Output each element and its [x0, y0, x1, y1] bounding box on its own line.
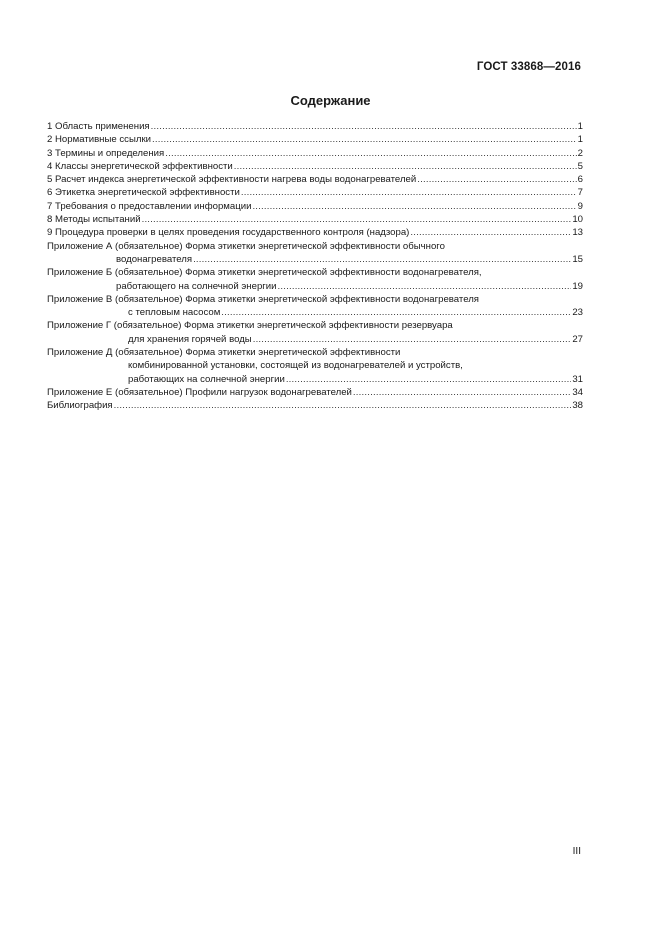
toc-entry-page: 19 [572, 280, 583, 292]
toc-entry-title: 6 Этикетка энергетической эффективности [47, 187, 240, 199]
toc-leader-dots [234, 160, 577, 173]
toc-entry-title: работающих на солнечной энергии [128, 373, 285, 385]
toc-entry-page: 1 [577, 134, 583, 146]
toc-entry-title: 2 Нормативные ссылки [47, 134, 152, 146]
toc-entry-page: 38 [572, 400, 583, 412]
toc-entry-title: Библиография [47, 400, 113, 412]
toc-entry-title: Приложение Е (обязательное) Профили нагрузок водонагревателей [47, 386, 352, 398]
toc-entry-continuation[interactable] [47, 359, 583, 372]
toc-entry-page: 23 [572, 307, 583, 319]
toc-entry-page: 13 [572, 227, 583, 239]
toc-entry-page: 2 [577, 147, 583, 159]
toc-leader-dots [417, 173, 576, 186]
toc-entry[interactable] [47, 319, 583, 332]
toc-entry-title: для хранения горячей воды [128, 333, 252, 345]
table-of-contents [47, 120, 583, 413]
toc-leader-dots [353, 386, 571, 399]
toc-entry[interactable] [47, 240, 583, 253]
toc-entry-title: 4 Классы энергетической эффективности [47, 160, 233, 172]
toc-entry-title: с тепловым насосом [128, 307, 221, 319]
toc-entry[interactable] [47, 186, 583, 199]
toc-entry-title: Приложение А (обязательное) Форма этикетки энергетической эффективности обычного [47, 240, 445, 252]
toc-entry-page: 1 [577, 121, 583, 132]
toc-entry-page: 31 [572, 373, 583, 385]
toc-entry-title: работающего на солнечной энергии [116, 280, 277, 292]
toc-entry[interactable] [47, 173, 583, 186]
toc-entry[interactable] [47, 133, 583, 146]
toc-entry-continuation[interactable] [47, 333, 583, 346]
toc-leader-dots [193, 253, 571, 266]
toc-entry-title: Приложение Г (обязательное) Форма этикетки энергетической эффективности резервуара [47, 320, 453, 332]
toc-entry-page: 7 [577, 187, 583, 199]
toc-title: Содержание [290, 93, 371, 108]
toc-entry-title: Приложение Б (обязательное) Форма этикетки энергетической эффективности водонагревателя, [47, 267, 482, 279]
toc-entry[interactable] [47, 346, 583, 359]
toc-entry-title: 9 Процедура проверки в целях проведения государственного контроля (надзора) [47, 227, 410, 239]
toc-leader-dots [241, 186, 577, 199]
toc-leader-dots [253, 333, 572, 346]
toc-entry-page: 15 [572, 253, 583, 265]
toc-entry[interactable] [47, 160, 583, 173]
toc-entry-page: 27 [572, 333, 583, 345]
toc-entry[interactable] [47, 399, 583, 412]
toc-entry-continuation[interactable] [47, 373, 583, 386]
toc-leader-dots [114, 399, 572, 412]
toc-entry-page: 34 [572, 386, 583, 398]
toc-entry-title: Приложение В (обязательное) Форма этикетки энергетической эффективности водонагревателя [47, 293, 479, 305]
toc-entry[interactable] [47, 386, 583, 399]
toc-leader-dots [410, 226, 571, 239]
toc-entry-title: 5 Расчет индекса энергетической эффективности нагрева воды водонагревателей [47, 174, 417, 186]
toc-leader-dots [142, 213, 572, 226]
toc-entry-title: 7 Требования о предоставлении информации [47, 200, 252, 212]
toc-entry[interactable] [47, 293, 583, 306]
toc-entry-page: 10 [572, 214, 583, 226]
page-number: III [572, 846, 581, 857]
toc-entry[interactable] [47, 266, 583, 279]
toc-leader-dots [286, 373, 572, 386]
toc-leader-dots [151, 120, 577, 133]
toc-entry-title: комбинированной установки, состоящей из водонагревателей и устройств, [128, 360, 463, 372]
toc-entry-title: 1 Область применения [47, 121, 150, 132]
toc-leader-dots [152, 133, 577, 146]
toc-entry[interactable] [47, 147, 583, 160]
toc-leader-dots [165, 147, 576, 160]
toc-entry[interactable] [47, 200, 583, 213]
toc-leader-dots [221, 306, 571, 319]
toc-entry-page: 9 [577, 200, 583, 212]
toc-leader-dots [252, 200, 576, 213]
toc-entry[interactable] [47, 226, 583, 239]
toc-entry-continuation[interactable] [47, 253, 583, 266]
toc-entry-page: 6 [577, 174, 583, 186]
toc-entry-title: водонагревателя [116, 253, 193, 265]
document-code: ГОСТ 33868—2016 [476, 61, 581, 73]
toc-entry-continuation[interactable] [47, 280, 583, 293]
toc-entry[interactable] [47, 213, 583, 226]
toc-entry-page: 5 [577, 160, 583, 172]
toc-entry-title: 3 Термины и определения [47, 147, 165, 159]
toc-entry-title: 8 Методы испытаний [47, 214, 141, 226]
toc-leader-dots [278, 280, 572, 293]
toc-entry-title: Приложение Д (обязательное) Форма этикетки энергетической эффективности [47, 347, 401, 359]
toc-entry[interactable] [47, 120, 583, 133]
toc-entry-continuation[interactable] [47, 306, 583, 319]
